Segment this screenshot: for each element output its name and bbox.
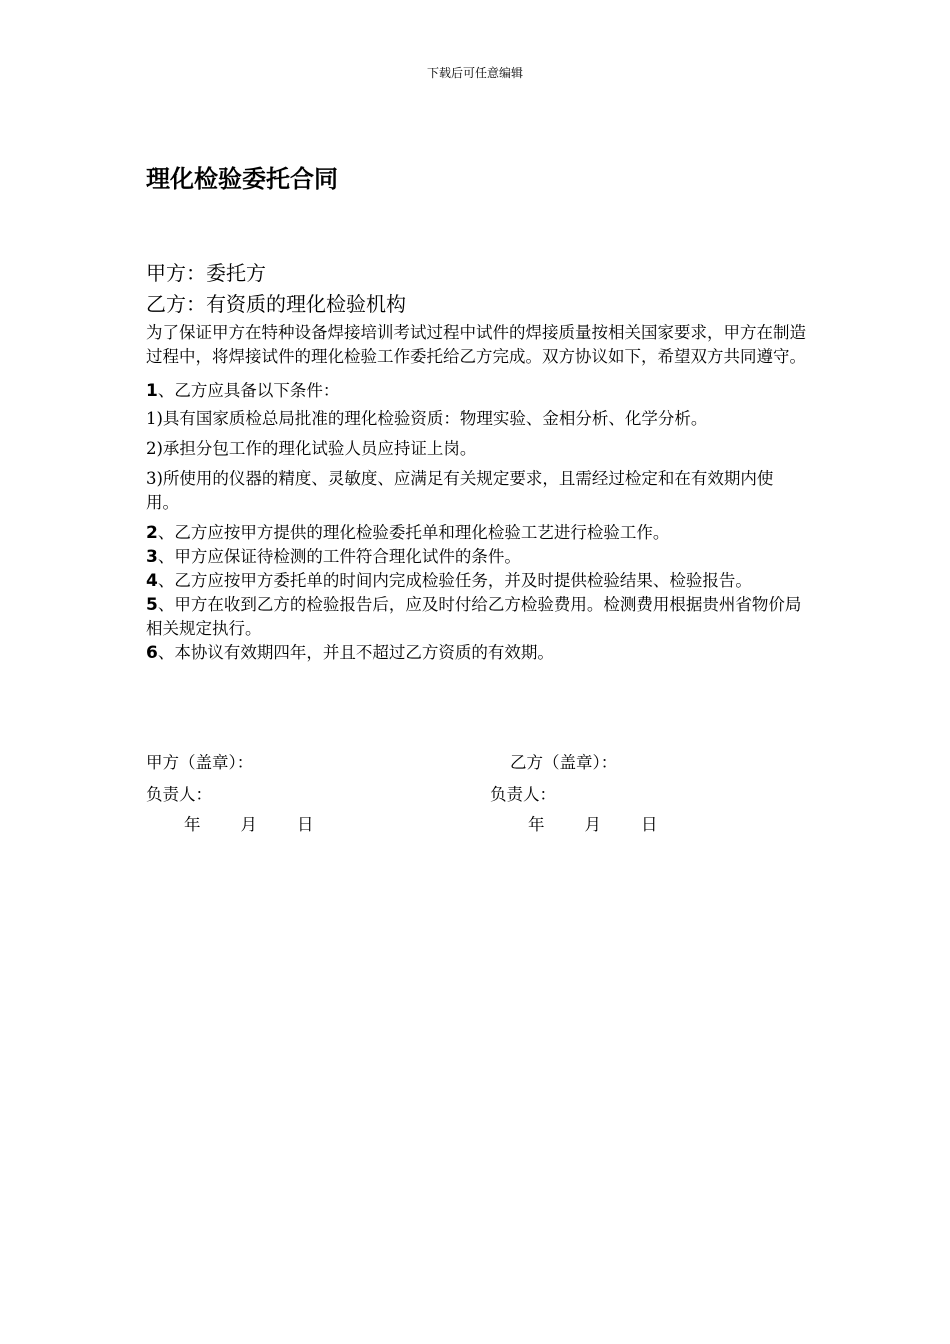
clause-number: 5 <box>146 595 158 615</box>
contract-body <box>146 321 806 665</box>
party-b-seal-label: 乙方（盖章）： <box>510 753 618 772</box>
clause-2 <box>146 521 806 545</box>
party-a-person-label: 负责人： <box>146 785 212 804</box>
clause-3 <box>146 545 806 569</box>
clause-text: 、本协议有效期四年，并且不超过乙方资质的有效期。 <box>157 643 554 662</box>
year-label: 年 <box>528 815 545 834</box>
party-b-date <box>528 814 658 836</box>
party-b-line: 乙方：有资质的理化检验机构 <box>146 292 406 316</box>
day-label: 日 <box>641 815 658 834</box>
clause-text: 、乙方应按甲方委托单的时间内完成检验任务，并及时提供检验结果、检验报告。 <box>157 571 752 590</box>
clause-1-item-2: 2)承担分包工作的理化试验人员应持证上岗。 <box>146 439 477 458</box>
month-label: 月 <box>240 815 257 834</box>
clause-number: 2 <box>146 523 158 543</box>
month-label: 月 <box>584 815 601 834</box>
party-a-line: 甲方：委托方 <box>146 261 266 285</box>
clause-6 <box>146 641 806 665</box>
clause-number: 6 <box>146 643 158 663</box>
year-label: 年 <box>184 815 201 834</box>
clause-number: 1 <box>146 381 158 401</box>
day-label: 日 <box>297 815 314 834</box>
clause-1-item-3: 3)所使用的仪器的精度、灵敏度、应满足有关规定要求，且需经过检定和在有效期内使用。 <box>146 469 774 512</box>
intro-paragraph: 为了保证甲方在特种设备焊接培训考试过程中试件的焊接质量按相关国家要求，甲方在制造过程中，将焊接试件的理化检验工作委托给乙方完成。双方协议如下，希望双方共同遵守。 <box>146 323 806 366</box>
party-a-date <box>184 814 314 836</box>
clause-text: 、乙方应具备以下条件： <box>157 381 340 400</box>
clause-text: 、乙方应按甲方提供的理化检验委托单和理化检验工艺进行检验工作。 <box>157 523 670 542</box>
clause-1-item-1: 1)具有国家质检总局批准的理化检验资质：物理实验、金相分析、化学分析。 <box>146 409 708 428</box>
clause-4 <box>146 569 806 593</box>
party-a-seal-label: 甲方（盖章）： <box>146 753 254 772</box>
clause-text: 、甲方应保证待检测的工件符合理化试件的条件。 <box>157 547 521 566</box>
clause-text: 、甲方在收到乙方的检验报告后，应及时付给乙方检验费用。检测费用根据贵州省物价局相关规定执行。 <box>146 595 802 638</box>
party-b-person-label: 负责人： <box>490 785 556 804</box>
clause-number: 4 <box>146 571 158 591</box>
clause-1 <box>146 379 806 403</box>
document-title: 理化检验委托合同 <box>146 165 338 193</box>
header-note: 下载后可任意编辑 <box>426 66 523 80</box>
clause-number: 3 <box>146 547 158 567</box>
clause-5 <box>146 593 806 641</box>
